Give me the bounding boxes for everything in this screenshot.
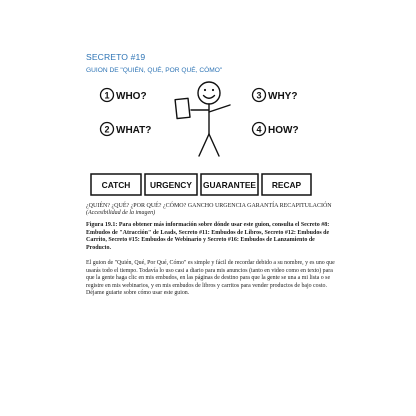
button-label: URGENCY <box>150 180 192 190</box>
button-label: GUARANTEE <box>202 180 257 190</box>
figure-caption: Figura 19.1: Para obtener más información sobre dónde usar este guion, consulta el Secreto #8: Embudos de "Atracción" de Leads, Secreto #11: Embudos de Libros, Secreto #12: Embudos de Carrito, Secreto #15: Embudos de Webinario y Secreto #16: Embudos de Lanzamiento de Producto. <box>86 222 330 251</box>
question-number: 1 <box>104 90 110 101</box>
question-number: 4 <box>256 124 262 135</box>
question-number: 2 <box>104 124 110 135</box>
alt-text-note: (Accesibilidad de la imagen) <box>86 210 156 217</box>
question-what <box>101 123 152 137</box>
button-label: RECAP <box>271 180 302 190</box>
question-label: HOW? <box>268 125 299 136</box>
chapter-title: GUION DE "QUIÉN, QUÉ, POR QUÉ, CÓMO" <box>86 67 223 74</box>
stick-figure-icon <box>175 82 230 156</box>
script-illustration <box>86 76 322 200</box>
question-label: WHY? <box>268 91 298 102</box>
recap-button <box>262 174 311 195</box>
button-label: CATCH <box>101 180 131 190</box>
urgency-button <box>145 174 197 195</box>
question-label: WHAT? <box>116 125 152 136</box>
question-who <box>101 89 147 103</box>
alt-text-line: ¿QUIÉN? ¿QUÉ? ¿POR QUÉ? ¿CÓMO? GANCHO URGENCIA GARANTÍA RECAPITULACIÓN <box>86 203 332 209</box>
question-number: 3 <box>256 90 262 101</box>
image-alt-text <box>86 203 336 218</box>
catch-button <box>91 174 141 195</box>
question-label: WHO? <box>116 91 147 102</box>
secret-number: SECRETO #19 <box>86 52 146 62</box>
question-why <box>253 89 298 103</box>
question-how <box>253 123 299 137</box>
body-paragraph: El guion de "Quién, Qué, Por Qué, Cómo" es simple y fácil de recordar debido a su nombre, y es uno que usarás todo el tiempo. Todavía lo uso casi a diario para mis anuncios (tanto en video como en texto) para que la gente haga clic en mis embudos, en las páginas de destino para que la gente se una a mi lista o se registre en mis webinarios, y en mis embudos de libros y carritos para vender productos de bajo costo. Déjame guiarte sobre cómo usar este guion. <box>86 260 335 297</box>
guarantee-button <box>201 174 258 195</box>
